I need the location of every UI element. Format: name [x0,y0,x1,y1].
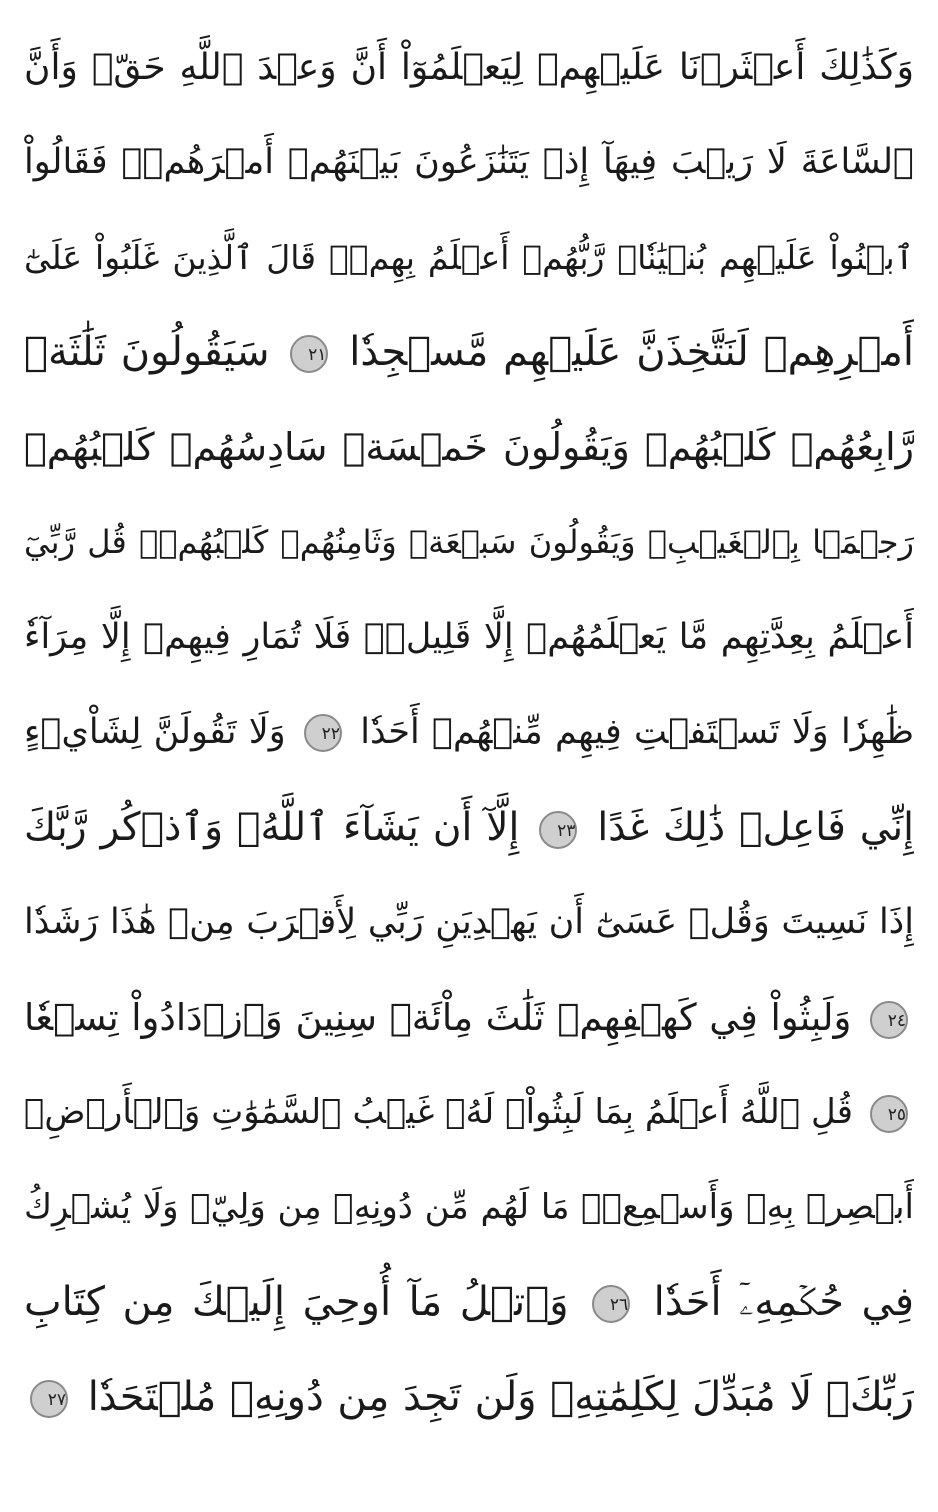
verse-text: أَبۡصِرۡ بِهِۦ وَأَسۡمِعۡۚ مَا لَهُم مِّن دُونِهِۦ مِن وَلِيّٖ وَلَا يُشۡرِكُ [24,1187,914,1227]
text-line [24,1350,914,1445]
verse-number-marker: ٢٧ [30,1380,68,1418]
verse-text: أَمۡرِهِمۡ لَنَتَّخِذَنَّ عَلَيۡهِم مَّسۡجِدٗا [349,329,914,375]
verse-text: قُلِ ٱللَّهُ أَعۡلَمُ بِمَا لَبِثُواْۖ لَهُۥ غَيۡبُ ٱلسَّمَٰوَٰتِ وَٱلۡأَرۡضِۖ [24,1092,854,1132]
text-line [24,875,914,970]
verse-text: رَّابِعُهُمۡ كَلۡبُهُمۡ وَيَقُولُونَ خَمۡسَةٞ سَادِسُهُمۡ كَلۡبُهُمۡ [24,425,914,469]
text-line [24,590,914,685]
text-line [24,305,914,400]
verse-text: ٱلسَّاعَةَ لَا رَيۡبَ فِيهَآ إِذۡ يَتَنَٰزَعُونَ بَيۡنَهُمۡ أَمۡرَهُمۡۖ فَقَالُواْ [24,142,914,182]
verse-number-marker: ٢٤ [870,1001,908,1039]
text-line [24,115,914,210]
text-line [24,685,914,780]
text-line [24,1160,914,1255]
verse-text: فِي حُكۡمِهِۦٓ أَحَدٗا [653,1279,914,1325]
verse-text: رَبِّكَۖ لَا مُبَدِّلَ لِكَلِمَٰتِهِۦ وَلَن تَجِدَ مِن دُونِهِۦ مُلۡتَحَدٗا [87,1374,914,1420]
verse-text: وَلَا تَقُولَنَّ لِشَاْيۡءٍ [24,712,286,752]
verse-text: وَكَذَٰلِكَ أَعۡثَرۡنَا عَلَيۡهِمۡ لِيَعۡلَمُوٓاْ أَنَّ وَعۡدَ ٱللَّهِ حَقّٞ وَأَنَّ [24,47,914,88]
verse-text: ٱبۡنُواْ عَلَيۡهِم بُنۡيَٰنٗاۖ رَّبُّهُمۡ أَعۡلَمُ بِهِمۡۚ قَالَ ٱلَّذِينَ غَلَبُواْ عَلَىٰٓ [24,238,914,277]
text-line [24,1065,914,1160]
verse-text: إِلَّآ أَن يَشَآءَ ٱللَّهُۚ وَٱذۡكُر رَّبَّكَ [24,805,520,850]
text-line [24,970,914,1065]
verse-number-marker: ٢١ [290,335,328,373]
verse-text: رَجۡمَۢا بِٱلۡغَيۡبِۖ وَيَقُولُونَ سَبۡعَةٞ وَثَامِنُهُمۡ كَلۡبُهُمۡۚ قُل رَّبِّيٓ [24,523,914,561]
verse-text: سَيَقُولُونَ ثَلَٰثَةٞ [24,329,270,375]
text-line [24,400,914,495]
text-line [24,20,914,115]
verse-number-marker: ٢٥ [870,1095,908,1133]
verse-number-marker: ٢٣ [539,811,577,849]
verse-text: أَعۡلَمُ بِعِدَّتِهِم مَّا يَعۡلَمُهُمۡ إِلَّا قَلِيلٞۗ فَلَا تُمَارِ فِيهِمۡ إِلَّا مِرَآءٗ [24,617,914,657]
verse-text: إِنِّي فَاعِلٞ ذَٰلِكَ غَدًا [597,805,914,850]
text-line [24,495,914,590]
verse-number-marker: ٢٦ [592,1285,630,1323]
verse-text: ظَٰهِرٗا وَلَا تَسۡتَفۡتِ فِيهِم مِّنۡهُمۡ أَحَدٗا [360,712,914,752]
text-line [24,210,914,305]
verse-text: وَلَبِثُواْ فِي كَهۡفِهِمۡ ثَلَٰثَ مِاْئَةٖ سِنِينَ وَٱزۡدَادُواْ تِسۡعٗا [24,996,852,1039]
verse-text: إِذَا نَسِيتَ وَقُلۡ عَسَىٰٓ أَن يَهۡدِيَنِ رَبِّي لِأَقۡرَبَ مِنۡ هَٰذَا رَشَدٗا [24,902,914,942]
verse-text: وَٱتۡلُ مَآ أُوحِيَ إِلَيۡكَ مِن كِتَابِ [24,1279,569,1325]
text-line [24,1255,914,1350]
text-line [24,780,914,875]
verse-number-marker: ٢٢ [304,714,342,752]
